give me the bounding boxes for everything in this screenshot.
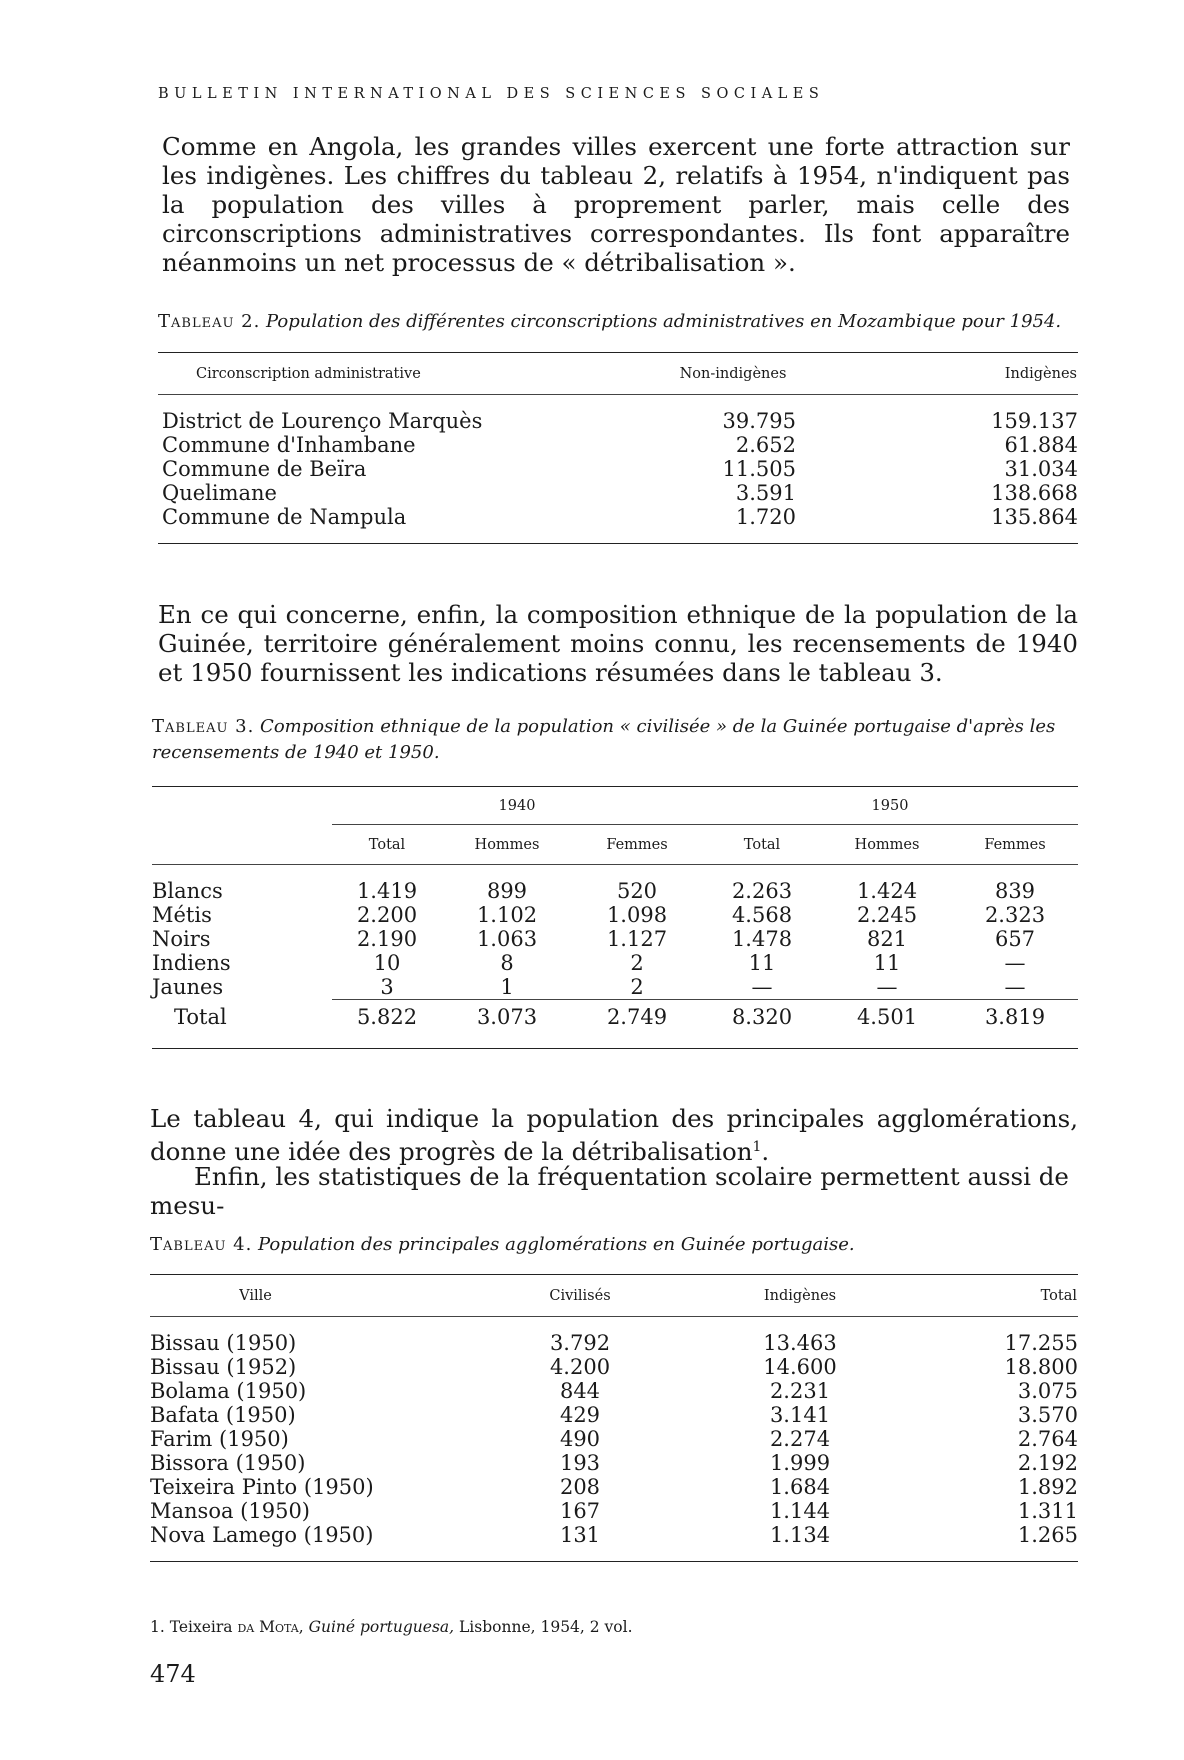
table4-cell: Bolama (1950) — [150, 1379, 307, 1403]
table-row — [158, 481, 1078, 505]
table3-cell: 2.263 — [731, 879, 793, 903]
table2-cell: 31.034 — [1004, 457, 1078, 481]
table3-subheader: Hommes — [442, 825, 572, 865]
table3-total-cell: 5.822 — [356, 1004, 418, 1029]
table-row — [150, 1403, 1078, 1427]
table2-cell: 2.652 — [735, 433, 796, 457]
paragraph-schooling: Enfin, les statistiques de la fréquentation scolaire permettent aussi de mesu- — [150, 1162, 1069, 1220]
table3-cell: 1.063 — [476, 927, 538, 951]
table-4 — [150, 1274, 1078, 1562]
table4-cell: 490 — [559, 1427, 601, 1451]
table3-total-cell: 3.073 — [476, 1004, 538, 1029]
table3-cell: 2.190 — [356, 927, 418, 951]
table2-cell: 138.668 — [991, 481, 1078, 505]
table3-cell: 1.098 — [606, 903, 668, 927]
table4-header: Indigènes — [680, 1275, 920, 1317]
table3-year: 1950 — [702, 787, 1078, 825]
table3-cell: 520 — [616, 879, 658, 903]
paragraph-agglomerations-text: Le tableau 4, qui indique la population des principales agglomérations, donne une idée des progrès de la détribalisation — [150, 1104, 1078, 1167]
table3-cell: 1.419 — [356, 879, 418, 903]
table3-cell: 10 — [373, 951, 401, 975]
table4-cell: 2.192 — [1017, 1451, 1078, 1475]
table4-cell: 208 — [559, 1475, 601, 1499]
table-3 — [152, 786, 1078, 1049]
table3-cell: 1.127 — [606, 927, 668, 951]
footnote-work: Guiné portuguesa, — [308, 1618, 455, 1636]
table-row — [152, 879, 1078, 903]
table3-label: Tableau 3. — [152, 716, 255, 737]
table3-total-cell: 2.749 — [606, 1004, 668, 1029]
table2-header: Indigènes — [868, 353, 1078, 395]
table4-cell: 3.792 — [549, 1331, 611, 1355]
table3-cell: 2.200 — [356, 903, 418, 927]
table2-cell: 39.795 — [722, 409, 796, 433]
table3-cell: 4.568 — [731, 903, 793, 927]
table3-subheader: Femmes — [952, 825, 1078, 865]
table4-caption — [150, 1232, 1078, 1258]
table3-cell: — — [1004, 951, 1026, 975]
table2-cell: 11.505 — [722, 457, 796, 481]
table3-total-cell: Total — [174, 1004, 227, 1029]
table3-body — [152, 865, 1078, 1049]
table3-cell: 839 — [994, 879, 1036, 903]
table4-cell: 1.265 — [1017, 1523, 1078, 1547]
table4-cell: Teixeira Pinto (1950) — [150, 1475, 374, 1499]
table-row — [152, 975, 1078, 1000]
table4-cell: 844 — [559, 1379, 601, 1403]
table2-label: Tableau 2. — [158, 311, 261, 332]
table-row — [158, 433, 1078, 457]
table-row — [152, 927, 1078, 951]
table3-cell: 11 — [873, 951, 901, 975]
table2-title: Population des différentes circonscriptions administratives en Mozambique pour 1954. — [266, 311, 1062, 332]
table4-cell: 429 — [559, 1403, 601, 1427]
table2-cell: Commune d'Inhambane — [162, 433, 416, 457]
table3-cell: 8 — [500, 951, 514, 975]
table4-cell: 18.800 — [1004, 1355, 1078, 1379]
footnote-author-first: Teixeira — [169, 1618, 233, 1636]
footnote-rest: Lisbonne, 1954, 2 vol. — [459, 1618, 633, 1636]
table4-cell: 4.200 — [549, 1355, 611, 1379]
table3-cell: 2.245 — [856, 903, 918, 927]
table3-cell: 3 — [332, 975, 442, 1000]
table3-subheader: Hommes — [822, 825, 952, 865]
table4-header: Ville — [150, 1275, 480, 1317]
table4-cell: 3.570 — [1017, 1403, 1078, 1427]
paragraph-agglomerations-end: . — [761, 1137, 770, 1167]
table3-subheader: Femmes — [572, 825, 702, 865]
table2-cell: 159.137 — [991, 409, 1078, 433]
table4-label: Tableau 4. — [150, 1234, 253, 1255]
table-row — [150, 1475, 1078, 1499]
table2-body — [158, 395, 1078, 544]
table3-year: 1940 — [332, 787, 702, 825]
table3-cell: — — [952, 975, 1078, 1000]
table4-cell: 14.600 — [763, 1355, 837, 1379]
table3-cell: Métis — [152, 903, 212, 927]
table-row — [152, 903, 1078, 927]
table-row — [150, 1451, 1078, 1475]
table3-cell: 2 — [572, 975, 702, 1000]
table3-cell: 1 — [442, 975, 572, 1000]
table3-cell: 1.478 — [731, 927, 793, 951]
table4-cell: Bissau (1952) — [150, 1355, 297, 1379]
table3-cell: 2.323 — [984, 903, 1046, 927]
table4-cell: 1.144 — [769, 1499, 831, 1523]
table4-cell: 13.463 — [763, 1331, 837, 1355]
table-row — [150, 1379, 1078, 1403]
table3-total-cell: 4.501 — [856, 1004, 918, 1029]
table2-cell: 1.720 — [735, 505, 796, 529]
table2-cell: District de Lourenço Marquès — [162, 409, 483, 433]
table2-cell: Commune de Beïra — [162, 457, 367, 481]
table4-cell: Bissora (1950) — [150, 1451, 306, 1475]
table3-cell: 1.102 — [476, 903, 538, 927]
table-row — [150, 1331, 1078, 1355]
table4-cell: Nova Lamego (1950) — [150, 1523, 374, 1547]
table2-cell: 135.864 — [991, 505, 1078, 529]
table-row — [158, 409, 1078, 433]
table3-subheader-row — [152, 825, 1078, 865]
table4-header: Total — [920, 1275, 1078, 1317]
table3-cell: Indiens — [152, 951, 231, 975]
table-row — [150, 1499, 1078, 1523]
table4-cell: 193 — [559, 1451, 601, 1475]
table4-cell: 1.892 — [1017, 1475, 1078, 1499]
table4-cell: 2.764 — [1017, 1427, 1078, 1451]
table3-total-row — [152, 1000, 1078, 1034]
table3-cell: Noirs — [152, 927, 211, 951]
table-row — [152, 951, 1078, 975]
table4-cell: Farim (1950) — [150, 1427, 289, 1451]
table2-cell: Quelimane — [162, 481, 277, 505]
table4-cell: 1.999 — [769, 1451, 831, 1475]
table2-header: Non-indigènes — [598, 353, 868, 395]
table4-cell: 1.311 — [1017, 1499, 1078, 1523]
table2-cell: 61.884 — [1004, 433, 1078, 457]
table3-cell: 657 — [994, 927, 1036, 951]
table3-cell: Blancs — [152, 879, 223, 903]
table3-cell: — — [702, 975, 822, 1000]
table-row — [158, 505, 1078, 529]
table3-caption — [152, 714, 1078, 766]
table4-cell: 1.134 — [769, 1523, 831, 1547]
table2-cell: Commune de Nampula — [162, 505, 407, 529]
paragraph-agglomerations — [150, 1104, 1078, 1166]
table3-title: Composition ethnique de la population « civilisée » de la Guinée portugaise d'après les recensements de 1940 et 1950. — [152, 716, 1056, 763]
table4-cell: 131 — [559, 1523, 601, 1547]
table3-cell: 11 — [748, 951, 776, 975]
table2-cell: 3.591 — [735, 481, 796, 505]
table-row — [150, 1523, 1078, 1547]
table3-cell: 1.424 — [856, 879, 918, 903]
table4-cell: Bafata (1950) — [150, 1403, 296, 1427]
footnote-ref: 1 — [752, 1139, 762, 1155]
table3-subheader: Total — [702, 825, 822, 865]
table3-cell: 899 — [486, 879, 528, 903]
table2-caption — [158, 309, 1078, 335]
table3-subheader: Total — [332, 825, 442, 865]
table4-cell: 167 — [559, 1499, 601, 1523]
footnote-number: 1. — [150, 1618, 165, 1636]
table4-cell: 2.231 — [769, 1379, 831, 1403]
page-number: 474 — [150, 1660, 196, 1688]
paragraph-intro: Comme en Angola, les grandes villes exercent une forte attraction sur les indigènes. Les chiffres du tableau 2, relatifs à 1954, n'indiquent pas la population des villes à proprement parler, mais celle des circonscriptions administratives correspondantes. Ils font apparaître néanmoins un net processus de « détribalisation ». — [162, 132, 1070, 277]
table4-cell: 3.075 — [1017, 1379, 1078, 1403]
table-2 — [158, 352, 1078, 544]
table-row — [150, 1427, 1078, 1451]
table4-cell: 2.274 — [769, 1427, 831, 1451]
table4-cell: Bissau (1950) — [150, 1331, 297, 1355]
footnote — [150, 1618, 633, 1636]
table3-cell: Jaunes — [152, 975, 224, 1000]
table4-title: Population des principales agglomérations en Guinée portugaise. — [258, 1234, 855, 1255]
table-row — [150, 1355, 1078, 1379]
footnote-author-last: da Mota, — [237, 1618, 304, 1636]
table4-cell: Mansoa (1950) — [150, 1499, 310, 1523]
table-row — [158, 457, 1078, 481]
table2-header: Circonscription administrative — [158, 353, 598, 395]
table3-total-cell: 3.819 — [984, 1004, 1046, 1029]
table3-cell: 2 — [630, 951, 644, 975]
running-head: BULLETIN INTERNATIONAL DES SCIENCES SOCIALES — [158, 86, 825, 102]
table3-cell: — — [822, 975, 952, 1000]
table4-header: Civilisés — [480, 1275, 680, 1317]
table4-cell: 1.684 — [769, 1475, 831, 1499]
table4-cell: 3.141 — [769, 1403, 831, 1427]
table4-body — [150, 1317, 1078, 1562]
table3-cell: 821 — [866, 927, 908, 951]
paragraph-guinea: En ce qui concerne, enfin, la composition ethnique de la population de la Guinée, territoire généralement moins connu, les recensements de 1940 et 1950 fournissent les indications résumées dans le tableau 3. — [158, 600, 1078, 687]
table3-total-cell: 8.320 — [731, 1004, 793, 1029]
table4-cell: 17.255 — [1004, 1331, 1078, 1355]
